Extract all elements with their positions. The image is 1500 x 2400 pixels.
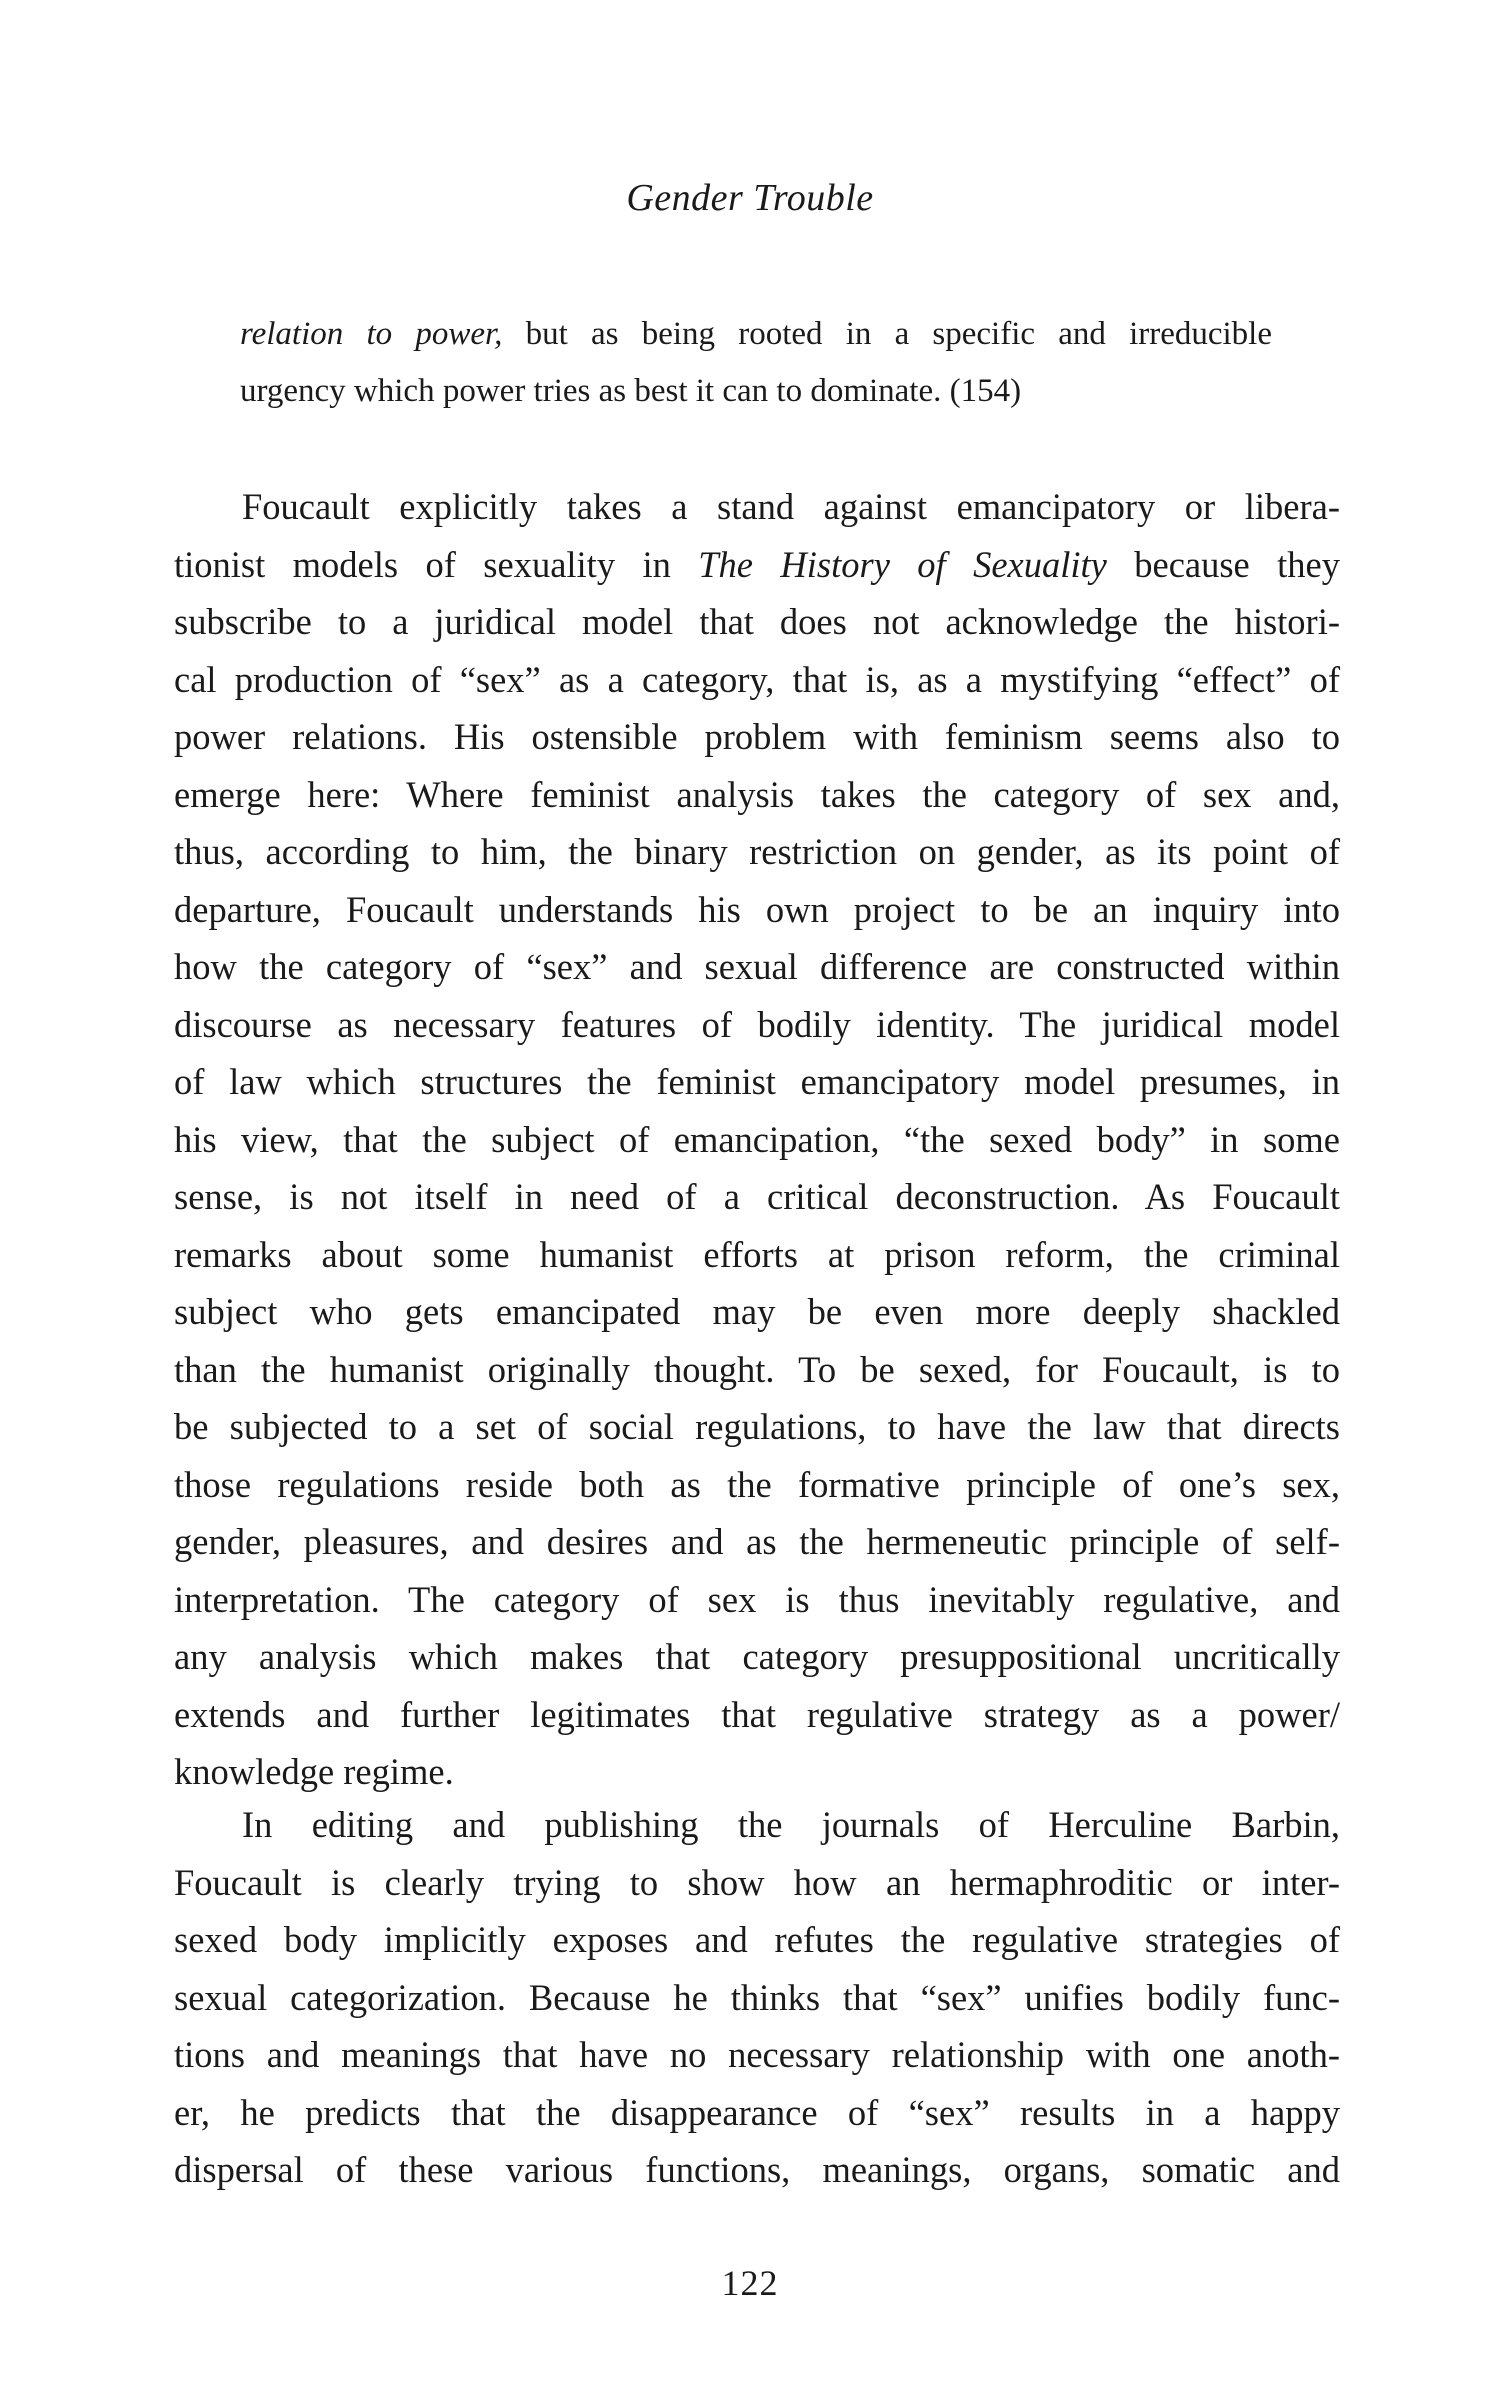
paragraph-herculine-barbin	[174, 1796, 1340, 2199]
paragraph-text	[174, 478, 1340, 1801]
text-line: cal production of “sex” as a category, that is, as a mystifying “effect” of	[174, 658, 1340, 700]
text-line: be subjected to a set of social regulations, to have the law that directs	[174, 1406, 1340, 1447]
text-line: discourse as necessary features of bodily identity. The juridical model	[174, 1003, 1340, 1045]
text-line: power relations. His ostensible problem with feminism seems also to	[174, 716, 1340, 757]
page-number: 122	[721, 2263, 779, 2303]
text-line: those regulations reside both as the formative principle of one’s sex,	[174, 1463, 1340, 1505]
running-head: Gender Trouble	[626, 177, 874, 219]
text-line: extends and further legitimates that regulative strategy as a power/	[174, 1693, 1340, 1735]
book-title: The History of Sexuality	[698, 543, 1107, 585]
text-line: knowledge regime.	[174, 1751, 454, 1792]
text-line: Foucault is clearly trying to show how an hermaphroditic or inter-	[174, 1861, 1340, 1903]
text-line: any analysis which makes that category presuppositional uncritically	[174, 1636, 1340, 1677]
text-line: sense, is not itself in need of a critical deconstruction. As Foucault	[174, 1176, 1340, 1217]
text-line: sexual categorization. Because he thinks that “sex” unifies bodily func-	[174, 1976, 1340, 2018]
block-quote-line: urgency which power tries as best it can to dominate. (154)	[240, 373, 1022, 409]
text-line: interpretation. The category of sex is thus inevitably regulative, and	[174, 1578, 1340, 1620]
block-quote	[240, 306, 1272, 420]
text-line: than the humanist originally thought. To be sexed, for Foucault, is to	[174, 1348, 1340, 1390]
text-line: subscribe to a juridical model that does not acknowledge the histori-	[174, 601, 1340, 642]
text-line: er, he predicts that the disappearance of “sex” results in a happy	[174, 2091, 1340, 2133]
block-quote-rest: but as being rooted in a specific and irreducible	[502, 316, 1273, 352]
block-quote-line	[240, 306, 1272, 363]
text-line: Foucault explicitly takes a stand against emancipatory or libera-	[242, 486, 1340, 527]
text-line: how the category of “sex” and sexual difference are constructed within	[174, 946, 1340, 987]
text-line: emerge here: Where feminist analysis takes the category of sex and,	[174, 773, 1340, 815]
text-line: thus, according to him, the binary restriction on gender, as its point of	[174, 831, 1340, 872]
text-line: sexed body implicitly exposes and refutes the regulative strategies of	[174, 1919, 1340, 1960]
text-line: remarks about some humanist efforts at prison reform, the criminal	[174, 1233, 1340, 1275]
text-line: of law which structures the feminist emancipatory model presumes, in	[174, 1061, 1340, 1102]
text-line: gender, pleasures, and desires and as the hermeneutic principle of self-	[174, 1521, 1340, 1562]
text-line-part: tionist models of sexuality in	[174, 543, 699, 585]
text-line: departure, Foucault understands his own project to be an inquiry into	[174, 888, 1340, 930]
text-line	[174, 536, 1340, 594]
paragraph-foucault-stand	[174, 478, 1340, 1801]
block-quote-italic: relation to power,	[240, 316, 503, 352]
text-line: his view, that the subject of emancipation, “the sexed body” in some	[174, 1118, 1340, 1160]
text-line-part: because they	[1106, 543, 1340, 585]
text-line: tions and meanings that have no necessary relationship with one anoth-	[174, 2034, 1340, 2075]
text-line: In editing and publishing the journals of Herculine Barbin,	[242, 1804, 1340, 1845]
paragraph-text	[174, 1796, 1340, 2199]
text-line: dispersal of these various functions, meanings, organs, somatic and	[174, 2149, 1340, 2190]
text-line: subject who gets emancipated may be even more deeply shackled	[174, 1291, 1340, 1332]
block-quote-text	[240, 306, 1272, 420]
